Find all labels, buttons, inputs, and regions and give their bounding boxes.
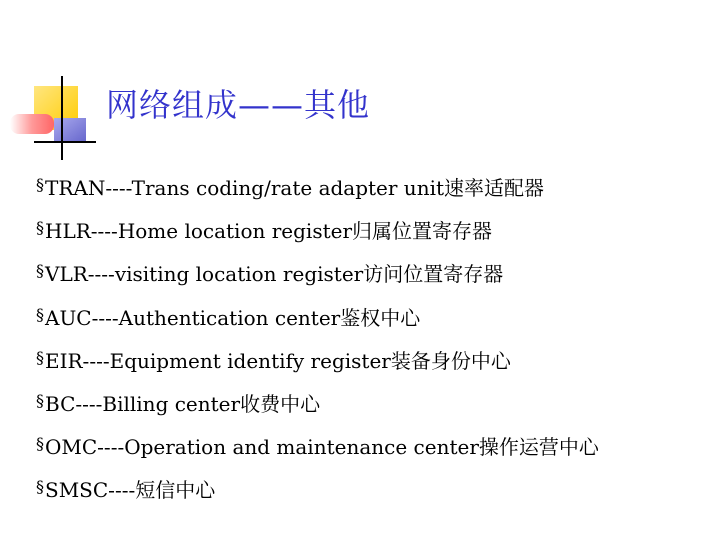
list-item-text: OMC----Operation and maintenance center操作运营中心 (45, 435, 599, 460)
bullet-marker-icon: § (36, 304, 44, 324)
bullet-marker-icon: § (36, 347, 44, 367)
list-item-text: VLR----visiting location register访问位置寄存器 (45, 262, 504, 287)
deco-blue-square (54, 118, 86, 142)
bullet-marker-icon: § (36, 477, 44, 497)
list-item-text: BC----Billing center收费中心 (45, 391, 321, 416)
list-item (36, 431, 599, 474)
list-item (36, 172, 599, 215)
bullet-marker-icon: § (36, 261, 44, 281)
bullet-marker-icon: § (36, 218, 44, 238)
list-item (36, 215, 599, 258)
list-item-text: HLR----Home location register归属位置寄存器 (45, 219, 493, 244)
list-item-text: AUC----Authentication center鉴权中心 (45, 305, 421, 330)
list-item (36, 258, 599, 301)
list-item-text: SMSC----短信中心 (45, 478, 216, 503)
list-item (36, 474, 599, 517)
list-item (36, 388, 599, 431)
list-item-text: TRAN----Trans coding/rate adapter unit速率适配器 (45, 176, 545, 200)
bullet-marker-icon: § (36, 175, 44, 194)
bullet-marker-icon: § (36, 434, 44, 454)
list-item (36, 302, 599, 345)
slide-title: 网络组成——其他 (106, 86, 371, 124)
deco-red-bar (10, 114, 54, 134)
list-item-text: EIR----Equipment identify register装备身份中心 (45, 348, 511, 373)
list-item (36, 345, 599, 388)
bullet-marker-icon: § (36, 390, 44, 410)
bullet-list (36, 172, 599, 518)
